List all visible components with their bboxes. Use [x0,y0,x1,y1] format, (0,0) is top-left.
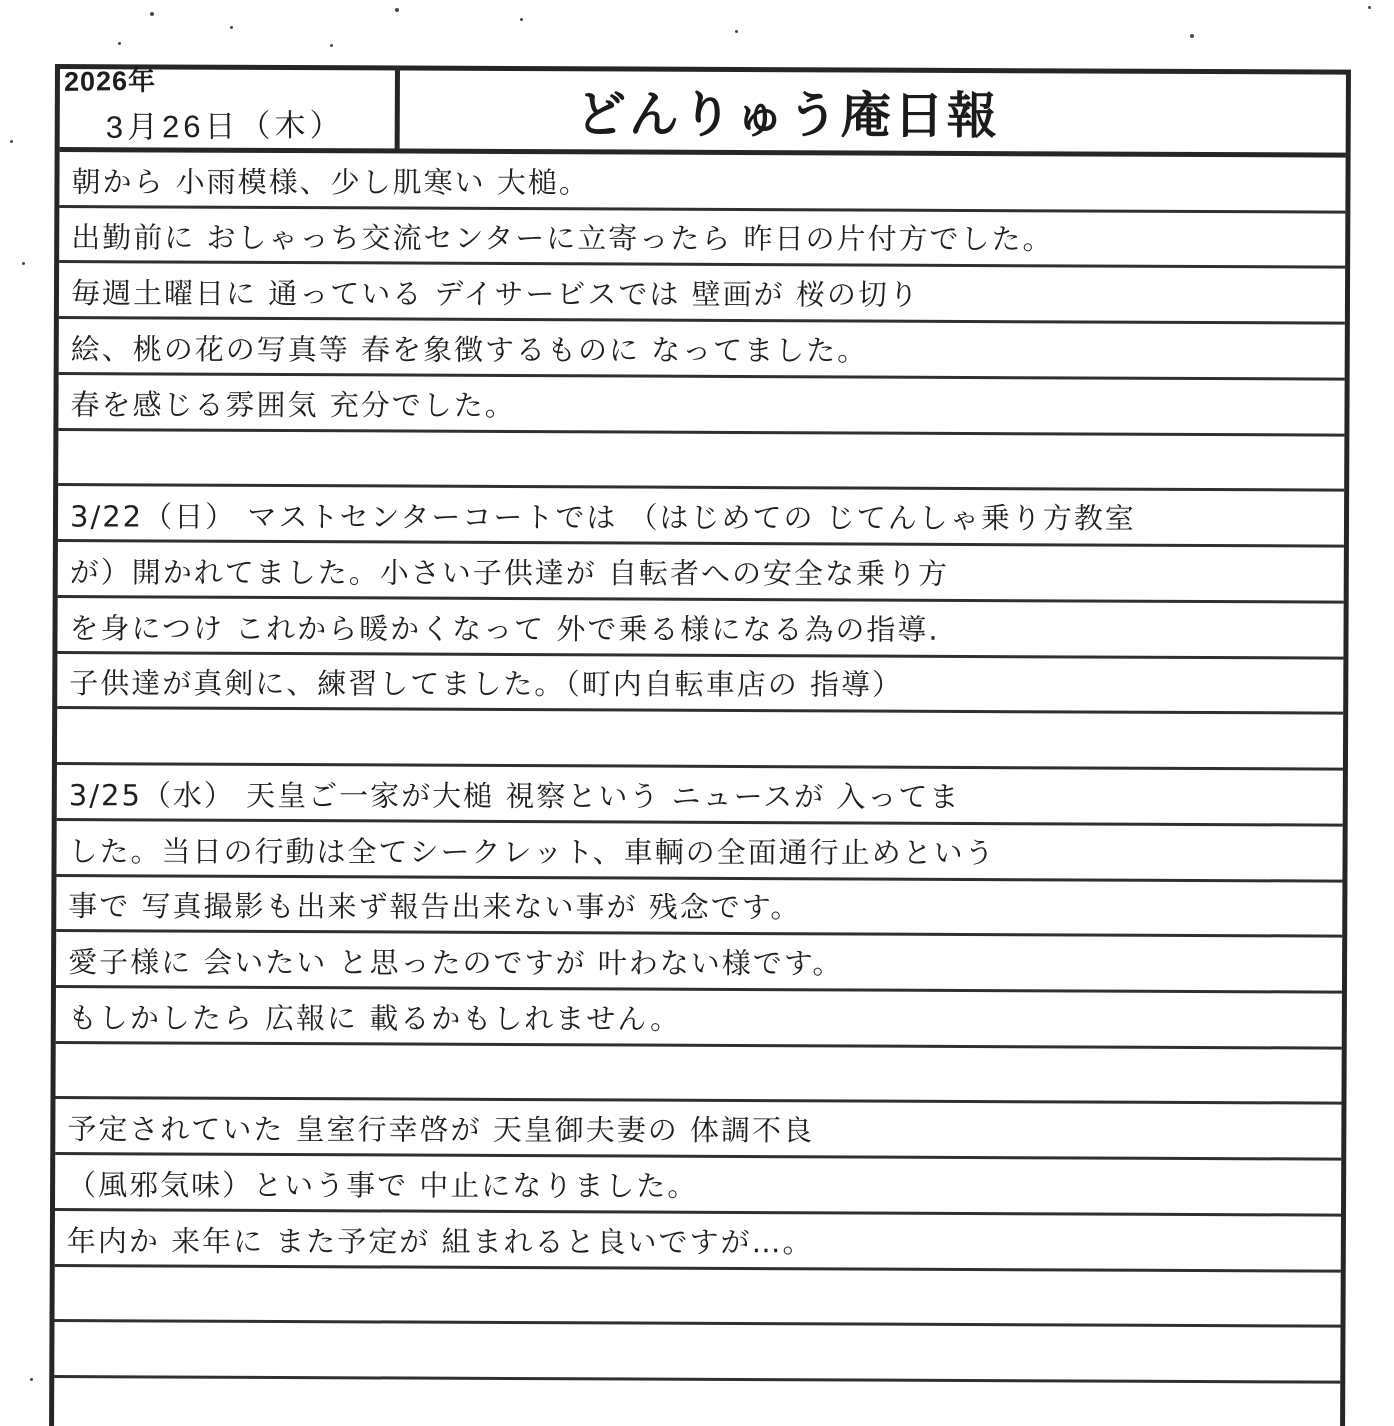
handwritten-text: 出勤前に おしゃっち交流センターに立寄ったら 昨日の片付方でした。 [71,220,1054,257]
ruled-line [55,1267,1341,1328]
ruled-body [54,152,1346,1426]
scan-speck [30,1378,33,1381]
year-label: 2026年 [63,65,157,97]
ruled-line [58,431,1344,492]
daily-report-form [49,64,1351,1426]
ruled-line [54,1322,1340,1383]
ruled-line [55,1211,1341,1272]
handwritten-text: を身につけ これから暖かくなって 外で乗る様になる為の指導. [69,610,940,647]
handwritten-text: 愛子様に 会いたい と思ったのですが 叶わない様です。 [68,945,844,981]
scan-speck [118,42,121,45]
ruled-line [56,821,1342,882]
ruled-line [57,654,1343,715]
handwritten-text: （風邪気味）という事で 中止になりました。 [67,1167,699,1203]
ruled-line [55,1044,1341,1105]
ruled-line [57,709,1343,770]
handwritten-text [54,1370,72,1375]
scan-speck [395,8,399,12]
handwritten-text [56,1092,74,1097]
scan-speck [150,12,154,16]
ruled-line [56,877,1342,938]
date-cell [60,65,400,148]
handwritten-text: 朝から 小雨模様、少し肌寒い 大槌。 [71,164,590,200]
ruled-line [57,598,1343,659]
ruled-line [58,486,1344,547]
scan-speck [230,26,233,29]
scan-speck [1190,34,1194,38]
handwritten-text [55,1314,73,1319]
handwritten-text: した。当日の行動は全てシークレット、車輌の全面通行止めという [68,833,996,870]
handwritten-text [57,757,75,762]
handwritten-text: 絵、桃の花の写真等 春を象徴するものに なってました。 [70,332,869,368]
ruled-line [55,1155,1341,1216]
ruled-line [56,932,1342,993]
scan-speck [10,140,13,143]
handwritten-text [58,478,76,483]
handwritten-text: 毎週土曜日に 通っている デイサービスでは 壁画が 桜の切り [70,276,920,312]
handwritten-text: 春を感じる雰囲気 充分でした。 [70,387,516,423]
form-header [60,65,1346,158]
ruled-line [56,988,1342,1049]
ruled-line [59,208,1345,269]
handwritten-text: 子供達が真剣に、練習してました。（町内自転車店の 指導） [69,666,904,702]
ruled-line [59,152,1345,213]
ruled-line [58,542,1344,603]
ruled-line [57,765,1343,826]
ruled-line [58,375,1344,436]
scan-speck [22,262,25,265]
handwritten-text: 予定されていた 皇室行幸啓が 天皇御夫妻の 体調不良 [67,1112,815,1148]
ruled-line [55,1099,1341,1160]
scan-speck [735,30,738,33]
handwritten-date: 3月26日（木） [105,107,345,145]
handwritten-text: が）開かれてました。小さい子供達が 自転者への安全な乗り方 [69,555,950,591]
handwritten-text: 事で 写真撮影も出来ず報告出来ない事が 残念です。 [68,889,802,925]
scan-speck [1368,6,1371,9]
ruled-line [54,1378,1340,1426]
ruled-line [59,263,1345,324]
scan-speck [520,18,523,21]
handwritten-text: 3/25（水） 天皇ご一家が大槌 視察という ニュースが 入ってま [68,778,961,814]
handwritten-text: 3/22（日） マストセンターコートでは （はじめての じてんしゃ乗り方教室 [69,499,1136,536]
report-title: どんりゅう庵日報 [575,86,1000,145]
handwritten-text: もしかしたら 広報に 載るかもしれません。 [67,1000,682,1036]
handwritten-text: 年内か 来年に また予定が 組まれると良いですが…。 [66,1223,814,1260]
ruled-line [59,319,1345,380]
scan-speck [330,44,333,47]
